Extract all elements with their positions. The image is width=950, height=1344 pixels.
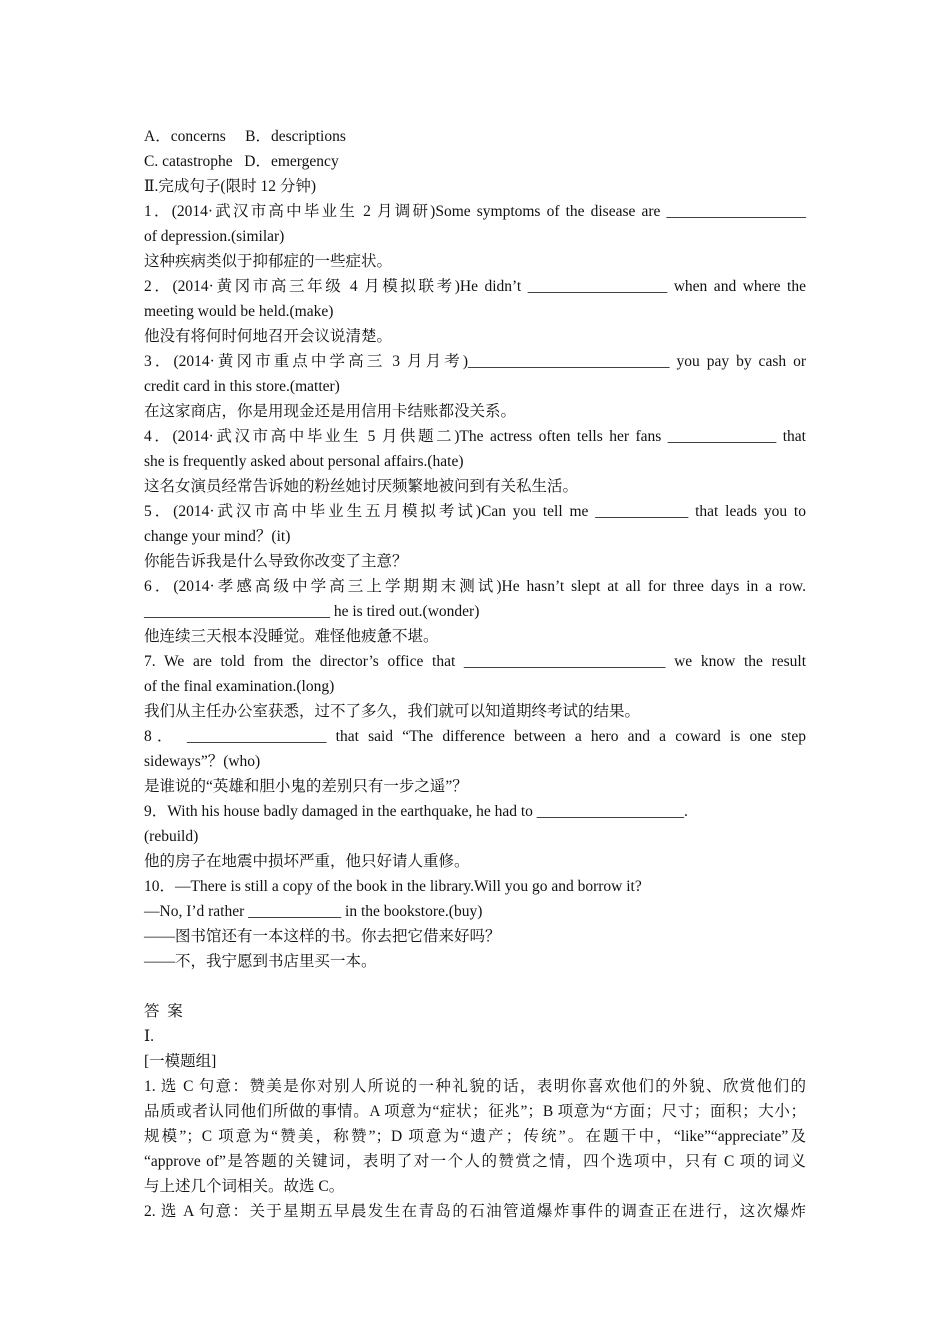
text-line: 他连续三天根本没睡觉。难怪他疲惫不堪。 xyxy=(144,628,439,645)
text-line: 6．(2014·孝感高级中学高三上学期期末测试)He hasn’t slept at all for three days in a row. xyxy=(144,578,806,595)
text-line: 他没有将何时何地召开会议说清楚。 xyxy=(144,328,393,345)
text-line: meeting would be held.(make) xyxy=(144,303,334,320)
text-line: 10．—There is still a copy of the book in the library.Will you go and borrow it? xyxy=(144,878,642,895)
text-line: 在这家商店，你是用现金还是用信用卡结账都没关系。 xyxy=(144,403,517,420)
text-line: 规模”；C 项意为“赞美，称赞”；D 项意为“遗产；传统”。在题干中，“like”“appreciate”及 xyxy=(144,1128,806,1145)
text-line: ——不，我宁愿到书店里买一本。 xyxy=(144,953,377,970)
text-line: 这名女演员经常告诉她的粉丝她讨厌频繁地被问到有关私生活。 xyxy=(144,478,579,495)
text-line: 这种疾病类似于抑郁症的一些症状。 xyxy=(144,253,393,270)
text-line: Ⅱ.完成句子(限时 12 分钟) xyxy=(144,178,316,195)
text-line: 5．(2014·武汉市高中毕业生五月模拟考试)Can you tell me ____________ that leads you to xyxy=(144,503,806,520)
text-line: ——图书馆还有一本这样的书。你去把它借来好吗？ xyxy=(144,928,501,945)
text-line: 4．(2014·武汉市高中毕业生 5 月供题二)The actress often tells her fans ______________ that xyxy=(144,428,806,445)
text-line: ________________________ he is tired out.(wonder) xyxy=(144,603,480,620)
text-line: 你能告诉我是什么导致你改变了主意？ xyxy=(144,553,408,570)
text-line: 1．(2014·武汉市高中毕业生 2 月调研)Some symptoms of the disease are __________________ xyxy=(144,203,806,220)
text-line: 2. 选 A 句意：关于星期五早晨发生在青岛的石油管道爆炸事件的调查正在进行，这次爆炸 xyxy=(144,1203,806,1220)
text-line: 9．With his house badly damaged in the earthquake, he had to ___________________. xyxy=(144,803,688,820)
text-line: 答 案 xyxy=(144,1003,183,1020)
text-line: 与上述几个词相关。故选 C。 xyxy=(144,1178,345,1195)
text-line: credit card in this store.(matter) xyxy=(144,378,340,395)
text-line: sideways”？(who) xyxy=(144,753,261,770)
document-body xyxy=(144,124,806,1224)
text-line: “approve of”是答题的关键词，表明了对一个人的赞赏之情，四个选项中，只有 C 项的词义 xyxy=(144,1153,806,1170)
text-line: change your mind？(it) xyxy=(144,528,291,545)
text-line: —No, I’d rather ____________ in the bookstore.(buy) xyxy=(144,903,483,920)
text-line: C. catastrophe D．emergency xyxy=(144,153,339,170)
text-line: 是谁说的“英雄和胆小鬼的差别只有一步之遥”？ xyxy=(144,778,468,795)
text-line xyxy=(144,974,806,999)
text-line: Ⅰ. xyxy=(144,1028,154,1045)
text-line: 品质或者认同他们所做的事情。A 项意为“症状；征兆”；B 项意为“方面；尺寸；面积；大小； xyxy=(144,1103,806,1120)
text-line: 8． __________________ that said “The difference between a hero and a coward is one step xyxy=(144,728,806,745)
text-line: 他的房子在地震中损坏严重，他只好请人重修。 xyxy=(144,853,470,870)
text-line: [一模题组] xyxy=(144,1053,217,1070)
text-line: 2．(2014·黄冈市高三年级 4 月模拟联考)He didn’t __________________ when and where the xyxy=(144,278,806,295)
text-line: 1. 选 C 句意：赞美是你对别人所说的一种礼貌的话，表明你喜欢他们的外貌、欣赏他们的 xyxy=(144,1078,806,1095)
text-line: she is frequently asked about personal affairs.(hate) xyxy=(144,453,464,470)
text-line: of the final examination.(long) xyxy=(144,678,335,695)
text-line: of depression.(similar) xyxy=(144,228,285,245)
text-line: A．concerns B．descriptions xyxy=(144,128,346,145)
text-line: 7. We are told from the director’s office that __________________________ we know the result xyxy=(144,653,806,670)
text-line: 3．(2014·黄冈市重点中学高三 3 月月考)__________________________ you pay by cash or xyxy=(144,353,806,370)
text-line: (rebuild) xyxy=(144,828,199,845)
text-line: 我们从主任办公室获悉，过不了多久，我们就可以知道期终考试的结果。 xyxy=(144,703,641,720)
